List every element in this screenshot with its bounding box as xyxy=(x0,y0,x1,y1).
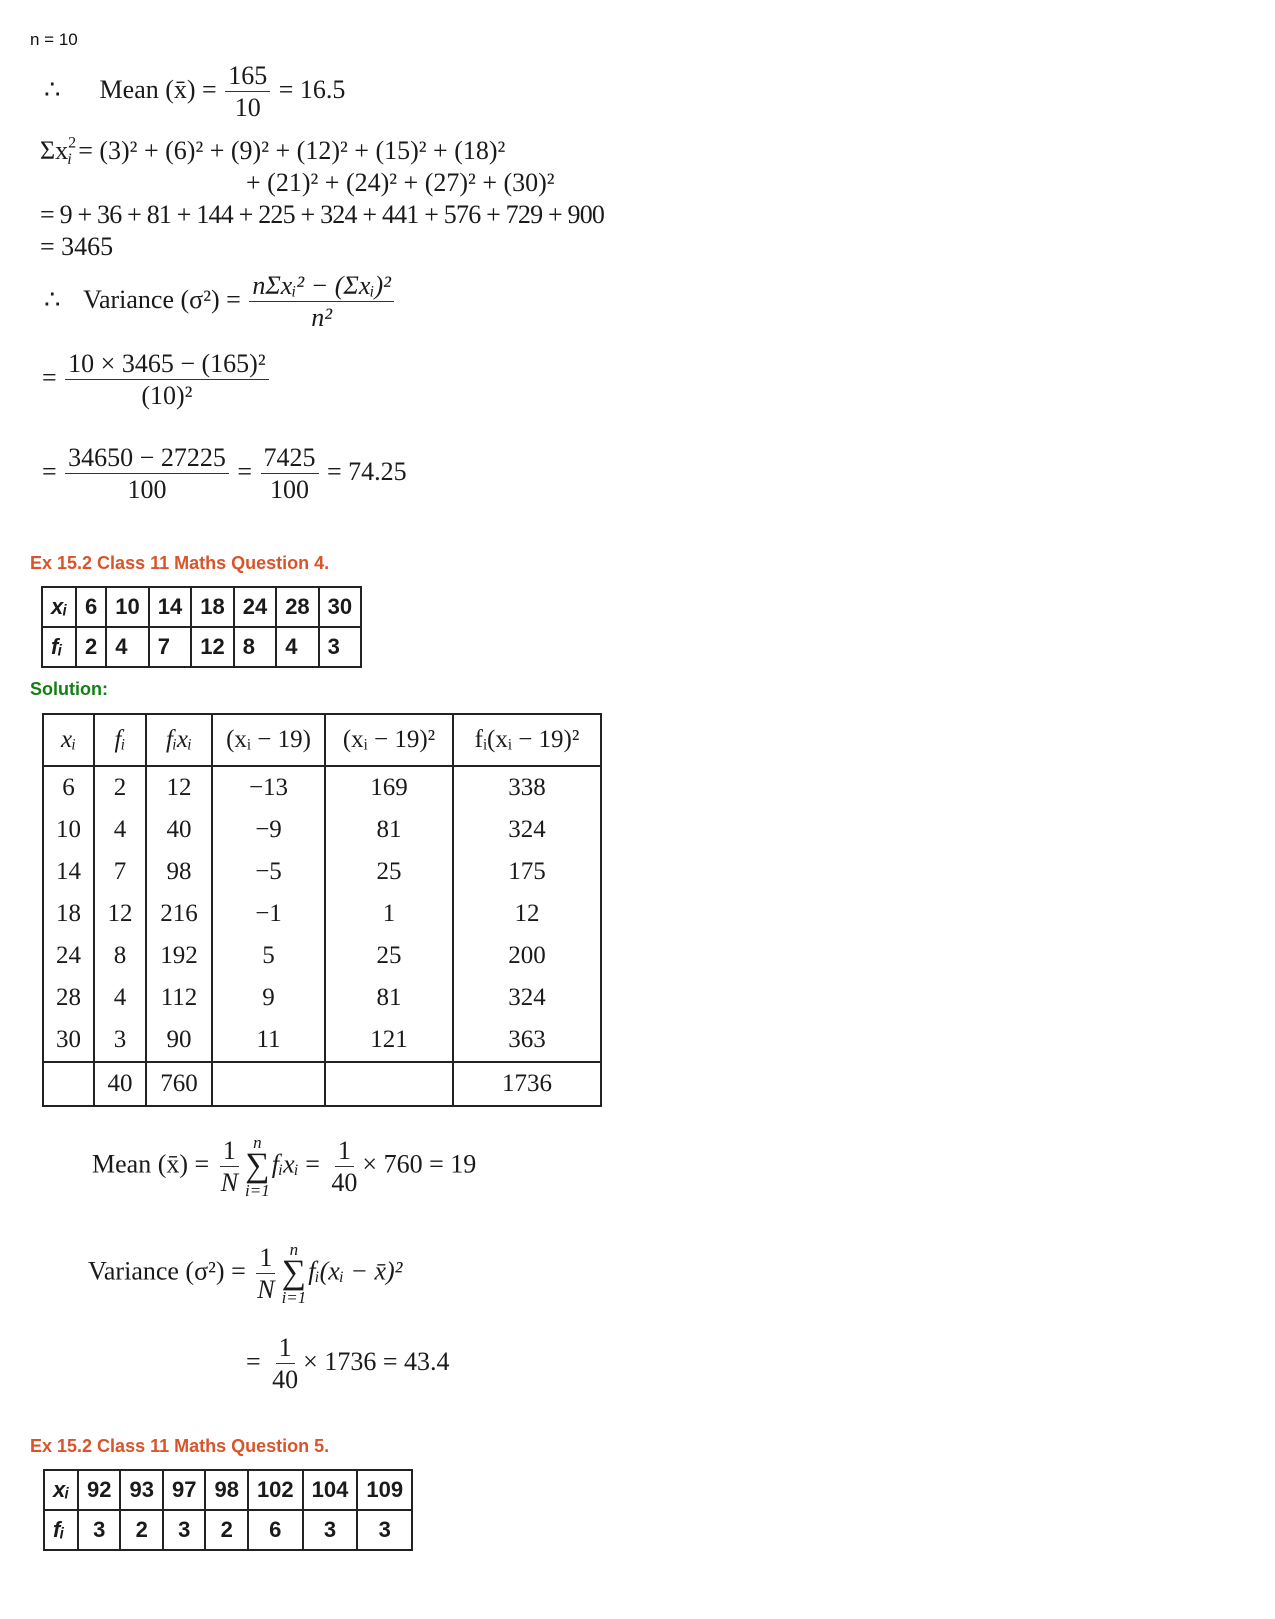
equals-sign: = xyxy=(246,1346,261,1376)
table-cell: 11 xyxy=(212,1019,325,1062)
x-cell: 92 xyxy=(78,1470,120,1510)
variance-fraction xyxy=(249,272,394,332)
fraction-denominator: N xyxy=(257,1274,275,1304)
table-cell: 40 xyxy=(146,809,212,851)
sum-upper-limit: n xyxy=(253,1133,262,1152)
q4-variance-label: Variance (σ²) = xyxy=(88,1256,246,1286)
q4-variance-result: × 1736 = 43.4 xyxy=(303,1346,450,1376)
table-cell: 25 xyxy=(325,851,453,893)
table-cell: −1 xyxy=(212,893,325,935)
total-cell xyxy=(43,1062,94,1106)
header-cell: fᵢ xyxy=(94,714,146,766)
header-cell: (xᵢ − 19) xyxy=(212,714,325,766)
mean-fraction xyxy=(225,62,270,122)
question-5-x-row xyxy=(44,1470,412,1510)
table-cell: 9 xyxy=(212,977,325,1019)
table-cell: 81 xyxy=(325,809,453,851)
solution-table-row xyxy=(43,851,601,893)
table-cell: 25 xyxy=(325,935,453,977)
f-cell: 12 xyxy=(191,627,233,667)
sigma-glyph: ∑ xyxy=(245,1147,270,1184)
table-cell: 81 xyxy=(325,977,453,1019)
question-4-table xyxy=(41,586,362,668)
variance-label: Variance (σ²) = xyxy=(83,284,241,314)
equals-sign: = xyxy=(42,456,57,486)
x-cell: 6 xyxy=(76,587,106,627)
question-4-f-row xyxy=(42,627,361,667)
sum-lower-limit: i=1 xyxy=(281,1287,307,1307)
f-cell: 3 xyxy=(303,1510,358,1550)
table-cell: 216 xyxy=(146,893,212,935)
table-cell: 3 xyxy=(94,1019,146,1062)
sum-squares-expansion-1: = (3)² + (6)² + (9)² + (12)² + (15)² + (18)² xyxy=(78,136,506,165)
solution-table-header xyxy=(43,714,601,766)
table-cell: 30 xyxy=(43,1019,94,1062)
variance-step1-numerator: 10 × 3465 − (165)² xyxy=(65,350,268,380)
solution-table xyxy=(42,713,602,1107)
sigma-glyph: ∑ xyxy=(281,1254,307,1291)
fraction-numerator: 1 xyxy=(276,1334,295,1364)
table-cell: −5 xyxy=(212,851,325,893)
sum-squares-line1: $\Sigma x^2_i = (3)^2 + (6)^2 + (9)^2 + (12)^2 + (15)^2 + (18)^2$ xyxy=(40,134,506,168)
variance-denominator: n² xyxy=(311,303,333,333)
variance-step1-fraction xyxy=(65,350,268,410)
variance-step2b-denominator: 100 xyxy=(270,475,310,505)
fraction-numerator: 1 xyxy=(256,1244,275,1274)
x-cell: 97 xyxy=(163,1470,205,1510)
table-cell: 90 xyxy=(146,1019,212,1062)
mean-equation xyxy=(44,62,345,122)
x-cell: 10 xyxy=(106,587,148,627)
q4-mean-label: Mean (x̄) = xyxy=(92,1149,210,1179)
table-cell: 112 xyxy=(146,977,212,1019)
q4-mean-fraction xyxy=(218,1137,241,1197)
variance-result: = 74.25 xyxy=(327,456,407,486)
question-5-heading: Ex 15.2 Class 11 Maths Question 5. xyxy=(30,1436,330,1456)
table-cell: 10 xyxy=(43,809,94,851)
summation-symbol xyxy=(282,1241,307,1306)
x-cell: 14 xyxy=(149,587,191,627)
table-cell: 6 xyxy=(43,766,94,809)
solution-table-row xyxy=(43,766,601,809)
table-cell: 2 xyxy=(94,766,146,809)
sum-term: fᵢ(xᵢ − x̄)² xyxy=(308,1256,403,1286)
fraction-numerator: 1 xyxy=(220,1137,239,1167)
sum-term: fᵢxᵢ xyxy=(271,1149,299,1179)
fraction-numerator: 1 xyxy=(335,1137,354,1167)
f-cell: 6 xyxy=(248,1510,303,1550)
solution-table-row xyxy=(43,809,601,851)
table-cell: 12 xyxy=(146,766,212,809)
total-cell xyxy=(212,1062,325,1106)
f-cell: 2 xyxy=(76,627,106,667)
table-cell: 324 xyxy=(453,809,601,851)
table-cell: −9 xyxy=(212,809,325,851)
f-cell: 3 xyxy=(163,1510,205,1550)
table-cell: 5 xyxy=(212,935,325,977)
q4-variance-fraction-2 xyxy=(269,1334,301,1394)
header-cell: xᵢ xyxy=(43,714,94,766)
table-cell: 121 xyxy=(325,1019,453,1062)
x-cell: 104 xyxy=(303,1470,358,1510)
mean-numerator: 165 xyxy=(225,62,270,92)
x-cell: 28 xyxy=(276,587,318,627)
question-5-table xyxy=(43,1469,413,1551)
f-cell: 4 xyxy=(276,627,318,667)
solution-heading: Solution: xyxy=(30,679,108,699)
table-cell: 98 xyxy=(146,851,212,893)
q4-mean-result: × 760 = 19 xyxy=(362,1149,477,1179)
table-cell: 175 xyxy=(453,851,601,893)
f-cell: 8 xyxy=(234,627,276,667)
f-cell: 3 xyxy=(357,1510,412,1550)
header-cell: fᵢ(xᵢ − 19)² xyxy=(453,714,601,766)
equals-sign: = xyxy=(305,1149,320,1179)
variance-step1-denominator: (10)² xyxy=(141,381,193,411)
mean-result: = 16.5 xyxy=(278,74,346,104)
table-cell: 7 xyxy=(94,851,146,893)
variance-step2-fraction xyxy=(65,444,229,504)
table-cell: 200 xyxy=(453,935,601,977)
variance-step2b-numerator: 7425 xyxy=(261,444,319,474)
f-cell: 2 xyxy=(120,1510,162,1550)
table-cell: 338 xyxy=(453,766,601,809)
f-cell: 2 xyxy=(205,1510,247,1550)
f-cell: 3 xyxy=(78,1510,120,1550)
sum-squares-line3: = 9 + 36 + 81 + 144 + 225 + 324 + 441 + 576 + 729 + 900 xyxy=(40,200,605,229)
x-cell: 109 xyxy=(357,1470,412,1510)
table-cell: 363 xyxy=(453,1019,601,1062)
mean-denominator: 10 xyxy=(234,93,261,123)
mean-label: Mean (x̄) = xyxy=(99,74,217,104)
equals-sign: = xyxy=(42,362,57,392)
q4-mean-fraction-2 xyxy=(328,1137,360,1197)
x-cell: 30 xyxy=(319,587,361,627)
variance-step2b-fraction xyxy=(261,444,319,504)
sum-lower-limit: i=1 xyxy=(245,1180,270,1200)
table-cell: 12 xyxy=(453,893,601,935)
solution-table-row xyxy=(43,977,601,1019)
summation-symbol xyxy=(245,1134,270,1199)
x-cell: 24 xyxy=(234,587,276,627)
fraction-denominator: 40 xyxy=(272,1365,299,1395)
question-5-f-row xyxy=(44,1510,412,1550)
variance-step2 xyxy=(42,444,407,504)
x-cell: 93 xyxy=(120,1470,162,1510)
q4-variance-result-line xyxy=(246,1334,450,1394)
table-cell: 4 xyxy=(94,977,146,1019)
x-cell: 98 xyxy=(205,1470,247,1510)
q4-mean-formula xyxy=(92,1134,476,1199)
total-cell: 760 xyxy=(146,1062,212,1106)
variance-numerator: nΣxᵢ² − (Σxᵢ)² xyxy=(249,272,394,302)
variance-formula xyxy=(44,272,396,332)
table-cell: 192 xyxy=(146,935,212,977)
f-cell: 4 xyxy=(106,627,148,667)
sum-squares-line2: + (21)² + (24)² + (27)² + (30)² xyxy=(246,168,555,197)
fraction-denominator: N xyxy=(220,1167,239,1197)
table-cell: 14 xyxy=(43,851,94,893)
sum-squares-result: = 3465 xyxy=(40,232,114,261)
table-cell: 4 xyxy=(94,809,146,851)
table-cell: −13 xyxy=(212,766,325,809)
question-4-x-row xyxy=(42,587,361,627)
f-cell: 7 xyxy=(149,627,191,667)
total-cell xyxy=(325,1062,453,1106)
f-label-cell: fᵢ xyxy=(42,627,76,667)
variance-step1 xyxy=(42,350,271,410)
x-cell: 18 xyxy=(191,587,233,627)
variance-step2-numerator: 34650 − 27225 xyxy=(65,444,229,474)
solution-table-row xyxy=(43,893,601,935)
x-cell: 102 xyxy=(248,1470,303,1510)
header-cell: fᵢxᵢ xyxy=(146,714,212,766)
fraction-denominator: 40 xyxy=(331,1167,358,1197)
sum-squares-lhs: Σx xyxy=(40,136,69,165)
table-cell: 12 xyxy=(94,893,146,935)
total-cell: 1736 xyxy=(453,1062,601,1106)
table-cell: 169 xyxy=(325,766,453,809)
table-cell: 24 xyxy=(43,935,94,977)
x-label-cell: xᵢ xyxy=(44,1470,78,1510)
equals-sign: = xyxy=(237,456,253,486)
solution-table-row xyxy=(43,935,601,977)
n-value-line: n = 10 xyxy=(30,30,78,49)
total-cell: 40 xyxy=(94,1062,146,1106)
q4-variance-fraction xyxy=(254,1244,277,1304)
table-cell: 28 xyxy=(43,977,94,1019)
therefore-symbol: ∴ xyxy=(44,284,61,314)
table-cell: 8 xyxy=(94,935,146,977)
f-label-cell: fᵢ xyxy=(44,1510,78,1550)
question-4-heading: Ex 15.2 Class 11 Maths Question 4. xyxy=(30,553,330,573)
table-cell: 1 xyxy=(325,893,453,935)
therefore-symbol: ∴ xyxy=(44,74,61,104)
f-cell: 3 xyxy=(319,627,361,667)
header-cell: (xᵢ − 19)² xyxy=(325,714,453,766)
variance-step2-denominator: 100 xyxy=(127,475,167,505)
x-label-cell: xᵢ xyxy=(42,587,76,627)
solution-table-totals-row xyxy=(43,1062,601,1106)
table-cell: 324 xyxy=(453,977,601,1019)
sum-upper-limit: n xyxy=(289,1240,299,1259)
solution-table-row xyxy=(43,1019,601,1062)
table-cell: 18 xyxy=(43,893,94,935)
q4-variance-formula xyxy=(88,1241,402,1306)
